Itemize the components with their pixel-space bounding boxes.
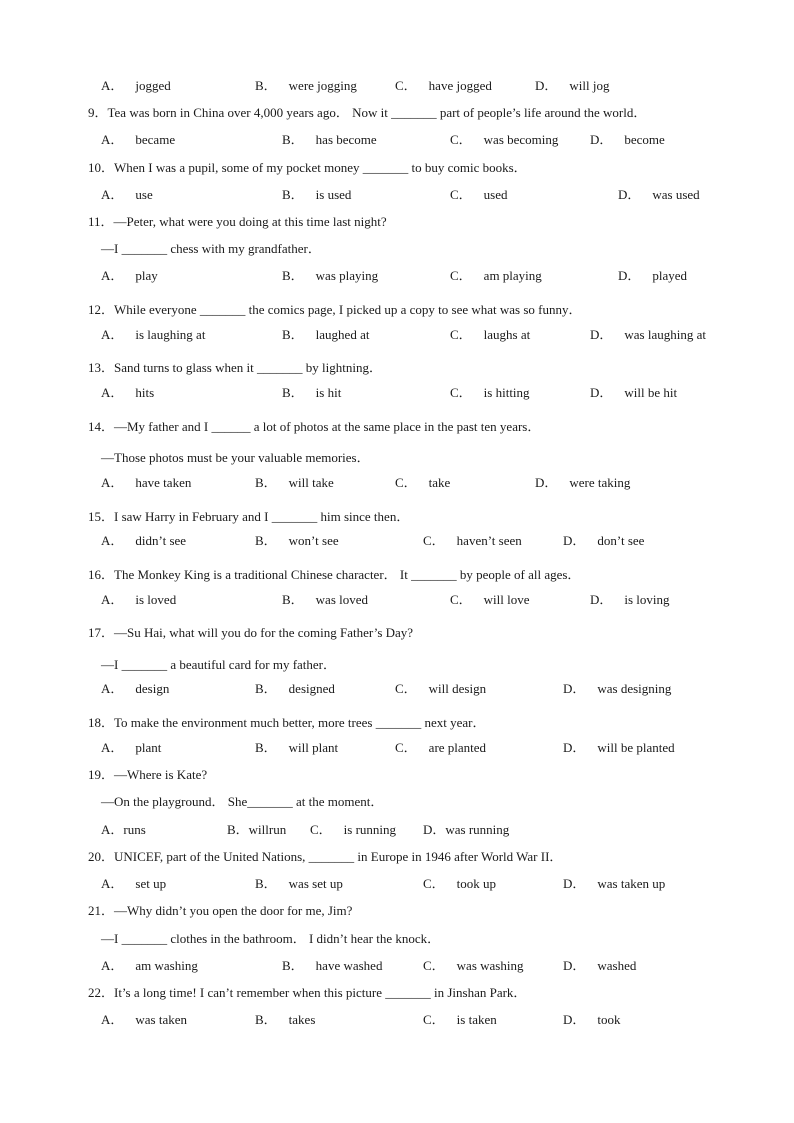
option-a: A． is laughing at (101, 327, 206, 342)
option-d: D． took (563, 1012, 621, 1027)
option-b: B． designed (255, 681, 335, 696)
option-a: A． is loved (101, 592, 177, 607)
option-c: C． laughs at (450, 327, 531, 342)
option-c: C． is running (310, 822, 397, 837)
question-10-stem: 10．When I was a pupil, some of my pocket money _______ to buy comic books． (88, 160, 527, 175)
question-18-stem: 18．To make the environment much better, more trees _______ next year． (88, 715, 486, 730)
option-b: B． was set up (255, 876, 343, 891)
option-a: A． design (101, 681, 170, 696)
question-13-stem: 13．Sand turns to glass when it _______ by lightning． (88, 360, 382, 375)
option-b: B． has become (282, 132, 377, 147)
option-b: B． was playing (282, 268, 379, 283)
option-d: D． was taken up (563, 876, 666, 891)
option-b: B． won’t see (255, 533, 339, 548)
option-c: C． was becoming (450, 132, 559, 147)
question-9-stem: 9．Tea was born in China over 4,000 years ago． Now it _______ part of people’s life around the world． (88, 105, 647, 120)
question-17-stem: 17．—Su Hai, what will you do for the coming Father’s Day? (88, 625, 414, 640)
option-a: A．runs (101, 822, 146, 837)
option-c: C． are planted (395, 740, 487, 755)
option-c: C． is hitting (450, 385, 530, 400)
option-b: B． is used (282, 187, 352, 202)
option-b: B． will take (255, 475, 334, 490)
option-b: B． is hit (282, 385, 342, 400)
option-c: C． used (450, 187, 508, 202)
option-d: D． was laughing at (590, 327, 706, 342)
question-19-stem: 19．—Where is Kate? (88, 767, 208, 782)
option-a: A． set up (101, 876, 167, 891)
option-c: C． will love (450, 592, 530, 607)
option-c: C． haven’t seen (423, 533, 522, 548)
question-11-stem: 11．—Peter, what were you doing at this time last night? (88, 214, 387, 229)
question-16-stem: 16．The Monkey King is a traditional Chinese character． It _______ by people of all ages． (88, 567, 581, 582)
option-a: A． am washing (101, 958, 198, 973)
option-d: D． will be hit (590, 385, 678, 400)
option-d: D． will jog (535, 78, 610, 93)
option-a: A． became (101, 132, 176, 147)
question-12-stem: 12．While everyone _______ the comics page, I picked up a copy to see what was so funny． (88, 302, 582, 317)
option-d: D． were taking (535, 475, 631, 490)
option-a: A． play (101, 268, 158, 283)
option-a: A． have taken (101, 475, 192, 490)
option-c: C． took up (423, 876, 497, 891)
question-20-stem: 20．UNICEF, part of the United Nations, _______ in Europe in 1946 after World War II． (88, 849, 563, 864)
option-b: B． laughed at (282, 327, 370, 342)
question-15-stem: 15．I saw Harry in February and I _______ him since then． (88, 509, 410, 524)
option-c: C． is taken (423, 1012, 497, 1027)
option-a: A． use (101, 187, 153, 202)
question-21-response: —I _______ clothes in the bathroom． I didn’t hear the knock． (101, 931, 441, 946)
option-c: C． will design (395, 681, 487, 696)
option-b: B． have washed (282, 958, 383, 973)
option-d: D． become (590, 132, 665, 147)
option-a: A． hits (101, 385, 155, 400)
option-d: D． was designing (563, 681, 672, 696)
option-c: C． have jogged (395, 78, 492, 93)
question-19-response: —On the playground． She_______ at the moment． (101, 794, 384, 809)
question-14-response: —Those photos must be your valuable memories． (101, 450, 370, 465)
option-c: C． was washing (423, 958, 524, 973)
option-a: A． plant (101, 740, 162, 755)
question-21-stem: 21．—Why didn’t you open the door for me, Jim? (88, 903, 353, 918)
option-b: B． was loved (282, 592, 369, 607)
option-d: D．was running (423, 822, 510, 837)
option-d: D． played (618, 268, 688, 283)
question-17-response: —I _______ a beautiful card for my father． (101, 657, 337, 672)
option-b: B． were jogging (255, 78, 357, 93)
option-c: C． take (395, 475, 451, 490)
option-d: D． is loving (590, 592, 670, 607)
question-14-stem: 14．—My father and I ______ a lot of photos at the same place in the past ten years． (88, 419, 541, 434)
option-a: A． jogged (101, 78, 171, 93)
option-d: D． will be planted (563, 740, 675, 755)
option-a: A． didn’t see (101, 533, 187, 548)
option-d: D． washed (563, 958, 637, 973)
option-c: C． am playing (450, 268, 542, 283)
question-22-stem: 22．It’s a long time! I can’t remember when this picture _______ in Jinshan Park． (88, 985, 527, 1000)
option-b: B．willrun (227, 822, 287, 837)
question-11-response: —I _______ chess with my grandfather． (101, 241, 321, 256)
option-b: B． takes (255, 1012, 316, 1027)
option-b: B． will plant (255, 740, 339, 755)
option-a: A． was taken (101, 1012, 188, 1027)
option-d: D． don’t see (563, 533, 645, 548)
option-d: D． was used (618, 187, 700, 202)
